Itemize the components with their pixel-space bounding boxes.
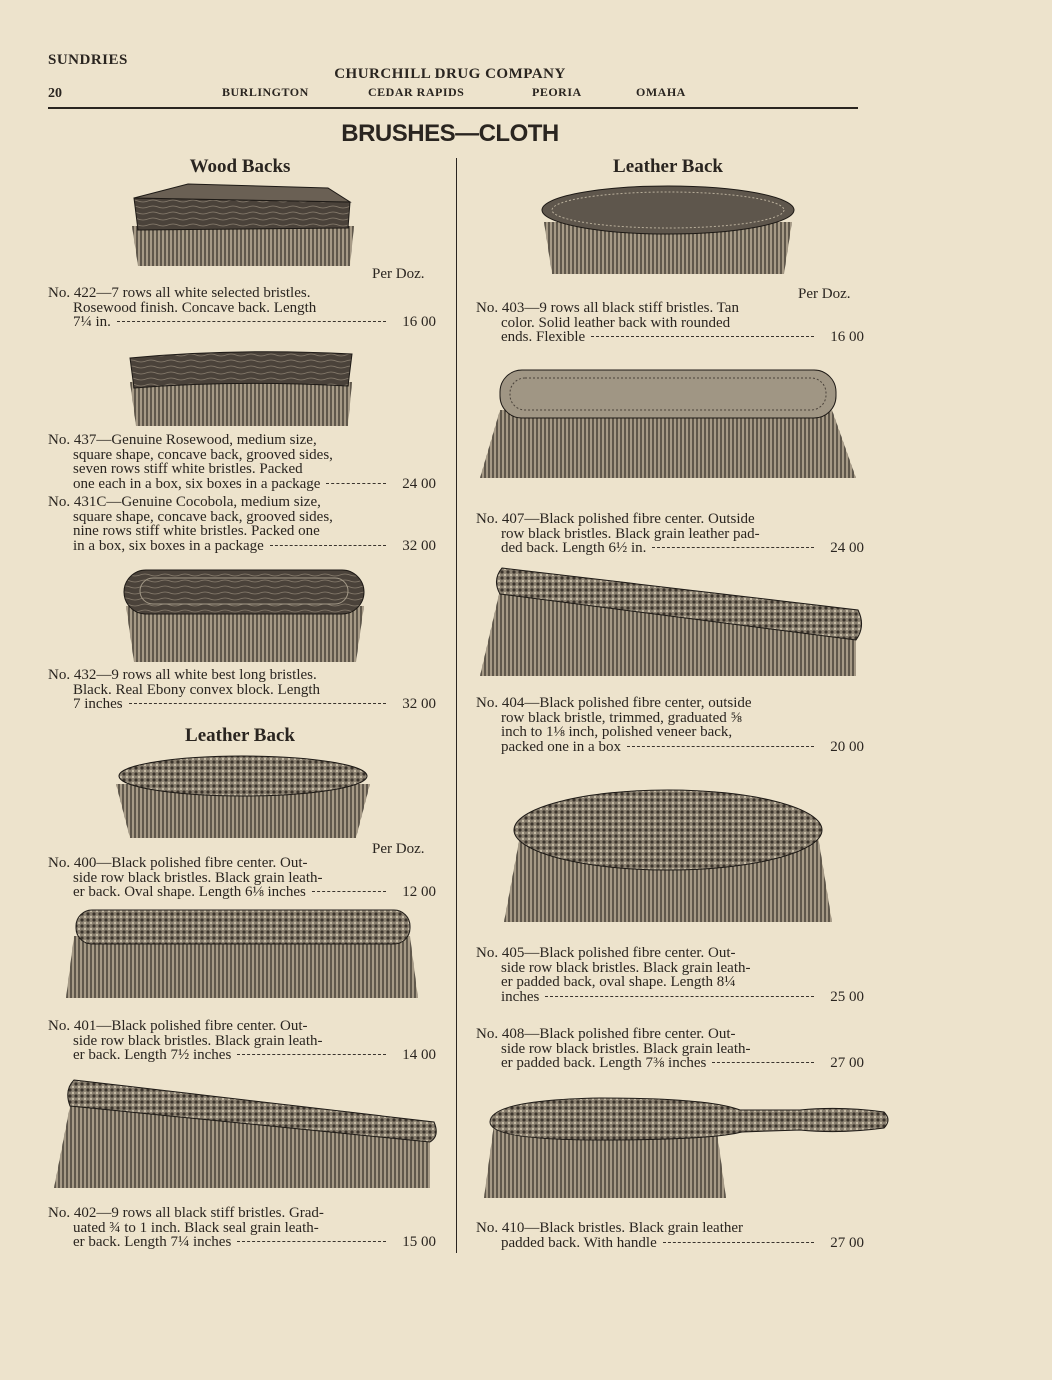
product-401: No. 401—Black polished fibre center. Out- side row black bristles. Black grain leath- er back. Length 7½ inches 14 00 xyxy=(48,1018,436,1064)
product-408: No. 408—Black polished fibre center. Out- side row black bristles. Black grain leath- er padded back. Length 7⅜ inches 27 00 xyxy=(476,1026,864,1072)
city-burlington: BURLINGTON xyxy=(222,85,309,99)
brush-432-image xyxy=(120,566,370,666)
brush-404-image xyxy=(476,564,864,680)
heading-leather-back-right: Leather Back xyxy=(613,156,723,177)
price: 16 00 xyxy=(830,329,864,346)
price: 24 00 xyxy=(402,475,436,492)
brush-405-image xyxy=(500,786,836,928)
product-407: No. 407—Black polished fibre center. Outside row black bristles. Black grain leather pad- ded back. Length 6½ in. 24 00 xyxy=(476,511,864,557)
product-432: No. 432—9 rows all white best long bristles. Black. Real Ebony convex block. Length 7 inches 32 00 xyxy=(48,667,436,713)
brush-437-image xyxy=(126,346,356,430)
product-405: No. 405—Black polished fibre center. Out- side row black bristles. Black grain leath- er padded back, oval shape. Length 8¼ inches 25 00 xyxy=(476,945,864,1005)
heading-leather-back-left: Leather Back xyxy=(185,725,295,746)
column-divider xyxy=(456,158,457,1253)
product-400: No. 400—Black polished fibre center. Out- side row black bristles. Black grain leath- er back. Oval shape. Length 6⅛ inches 12 00 xyxy=(48,855,436,901)
price: 14 00 xyxy=(402,1047,436,1064)
brush-410-image xyxy=(480,1094,892,1202)
product-437: No. 437—Genuine Rosewood, medium size, square shape, concave back, grooved sides, seven rows stiff white bristles. Packed one each in a box, six boxes in a package 24 00 xyxy=(48,432,436,492)
per-doz-label-2: Per Doz. xyxy=(372,841,425,857)
price: 25 00 xyxy=(830,988,864,1005)
company-name: CHURCHILL DRUG COMPANY xyxy=(334,66,566,82)
price: 15 00 xyxy=(402,1234,436,1251)
heading-wood-backs: Wood Backs xyxy=(189,156,291,177)
section-label: SUNDRIES xyxy=(48,52,128,68)
city-peoria: PEORIA xyxy=(532,85,582,99)
brush-403-image xyxy=(536,182,800,278)
city-cedar-rapids: CEDAR RAPIDS xyxy=(368,85,465,99)
product-431c: No. 431C—Genuine Cocobola, medium size, square shape, concave back, grooved sides, nine rows stiff white bristles. Packed one in a box, six boxes in a package 32 00 xyxy=(48,494,436,554)
product-404: No. 404—Black polished fibre center, outside row black bristle, trimmed, graduated ⅝ inch to 1⅛ inch, polished veneer back, packed one in a box 20 00 xyxy=(476,695,864,755)
page-number: 20 xyxy=(48,86,62,101)
header-rule xyxy=(48,107,858,109)
brush-401-image xyxy=(62,906,422,1002)
price: 32 00 xyxy=(402,696,436,713)
brush-402-image xyxy=(50,1076,440,1192)
price: 20 00 xyxy=(830,738,864,755)
price: 27 00 xyxy=(830,1055,864,1072)
product-402: No. 402—9 rows all black stiff bristles. Grad- uated ¾ to 1 inch. Black seal grain leath- er back. Length 7¼ inches 15 00 xyxy=(48,1205,436,1251)
price: 24 00 xyxy=(830,540,864,557)
price: 16 00 xyxy=(402,314,436,331)
per-doz-label: Per Doz. xyxy=(372,266,425,282)
city-omaha: OMAHA xyxy=(636,85,686,99)
brush-407-image xyxy=(476,366,860,482)
product-403: No. 403—9 rows all black stiff bristles. Tan color. Solid leather back with rounded ends. Flexible 16 00 xyxy=(476,300,864,346)
price: 32 00 xyxy=(402,537,436,554)
price: 27 00 xyxy=(830,1234,864,1251)
per-doz-label-right: Per Doz. xyxy=(798,286,851,302)
brush-422-image xyxy=(128,180,358,270)
product-422: No. 422—7 rows all white selected bristles. Rosewood finish. Concave back. Length 7¼ in. 16 00 xyxy=(48,285,436,331)
brush-400-image xyxy=(110,754,376,842)
page-title: BRUSHES—CLOTH xyxy=(341,120,559,147)
product-410: No. 410—Black bristles. Black grain leather padded back. With handle 27 00 xyxy=(476,1220,864,1251)
price: 12 00 xyxy=(402,884,436,901)
